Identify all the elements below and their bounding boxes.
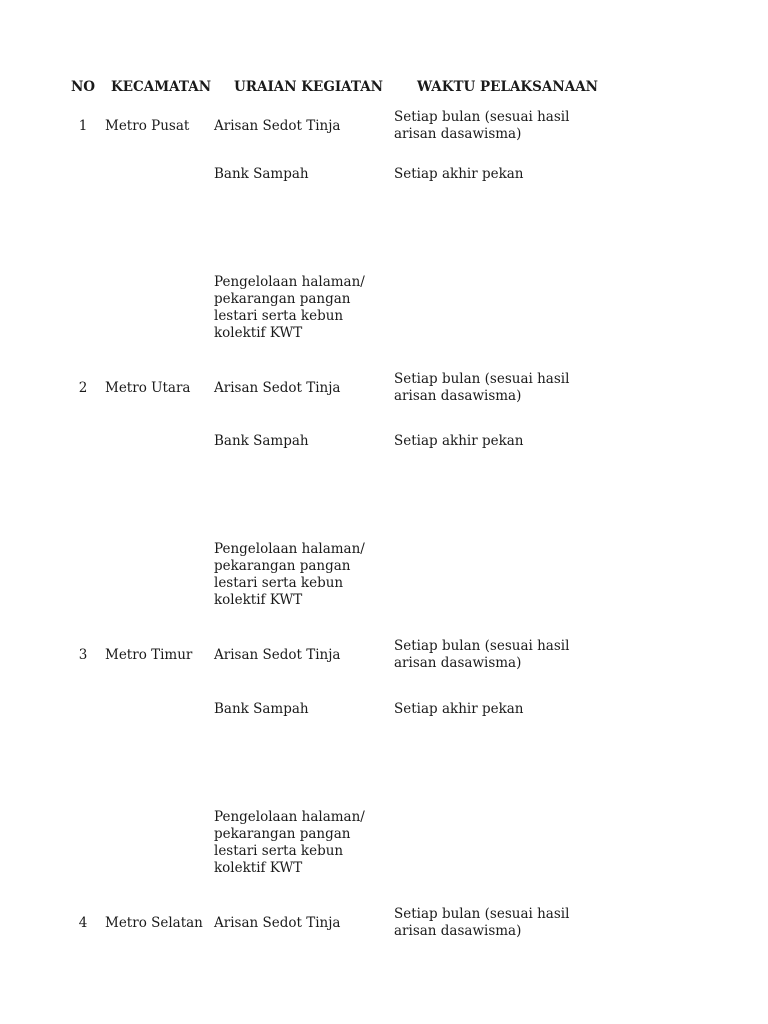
row-1-activity-1-uraian: Arisan Sedot Tinja	[214, 118, 341, 134]
row-3-activity-1-waktu: Setiap bulan (sesuai hasil arisan dasawisma)	[394, 638, 570, 671]
row-3-activity-1-uraian: Arisan Sedot Tinja	[214, 647, 341, 663]
row-2-no: 2	[78, 380, 88, 396]
header-no: NO	[70, 79, 96, 95]
header-kecamatan: KECAMATAN	[111, 79, 212, 95]
row-3-activity-3-uraian: Pengelolaan halaman/ pekarangan pangan lestari serta kebun kolektif KWT	[214, 809, 365, 876]
row-2-activity-2-uraian: Bank Sampah	[214, 433, 309, 449]
row-1-kecamatan: Metro Pusat	[105, 118, 190, 134]
row-2-activity-2-waktu: Setiap akhir pekan	[394, 433, 524, 449]
header-waktu-pelaksanaan: WAKTU PELAKSANAAN	[417, 79, 599, 95]
header-uraian-kegiatan: URAIAN KEGIATAN	[234, 79, 384, 95]
row-4-no: 4	[78, 915, 88, 931]
row-2-activity-1-uraian: Arisan Sedot Tinja	[214, 380, 341, 396]
row-2-kecamatan: Metro Utara	[105, 380, 191, 396]
row-4-activity-1-uraian: Arisan Sedot Tinja	[214, 915, 341, 931]
row-4-kecamatan: Metro Selatan	[105, 915, 203, 931]
row-3-activity-2-waktu: Setiap akhir pekan	[394, 701, 524, 717]
row-3-no: 3	[78, 647, 88, 663]
row-4-activity-1-waktu: Setiap bulan (sesuai hasil arisan dasawisma)	[394, 906, 570, 939]
row-2-activity-3-uraian: Pengelolaan halaman/ pekarangan pangan lestari serta kebun kolektif KWT	[214, 541, 365, 608]
row-1-activity-2-waktu: Setiap akhir pekan	[394, 166, 524, 182]
row-3-activity-2-uraian: Bank Sampah	[214, 701, 309, 717]
row-2-activity-1-waktu: Setiap bulan (sesuai hasil arisan dasawisma)	[394, 371, 570, 404]
row-3-kecamatan: Metro Timur	[105, 647, 193, 663]
row-1-no: 1	[78, 118, 88, 134]
row-1-activity-3-uraian: Pengelolaan halaman/ pekarangan pangan lestari serta kebun kolektif KWT	[214, 274, 365, 341]
row-1-activity-1-waktu: Setiap bulan (sesuai hasil arisan dasawisma)	[394, 109, 570, 142]
row-1-activity-2-uraian: Bank Sampah	[214, 166, 309, 182]
